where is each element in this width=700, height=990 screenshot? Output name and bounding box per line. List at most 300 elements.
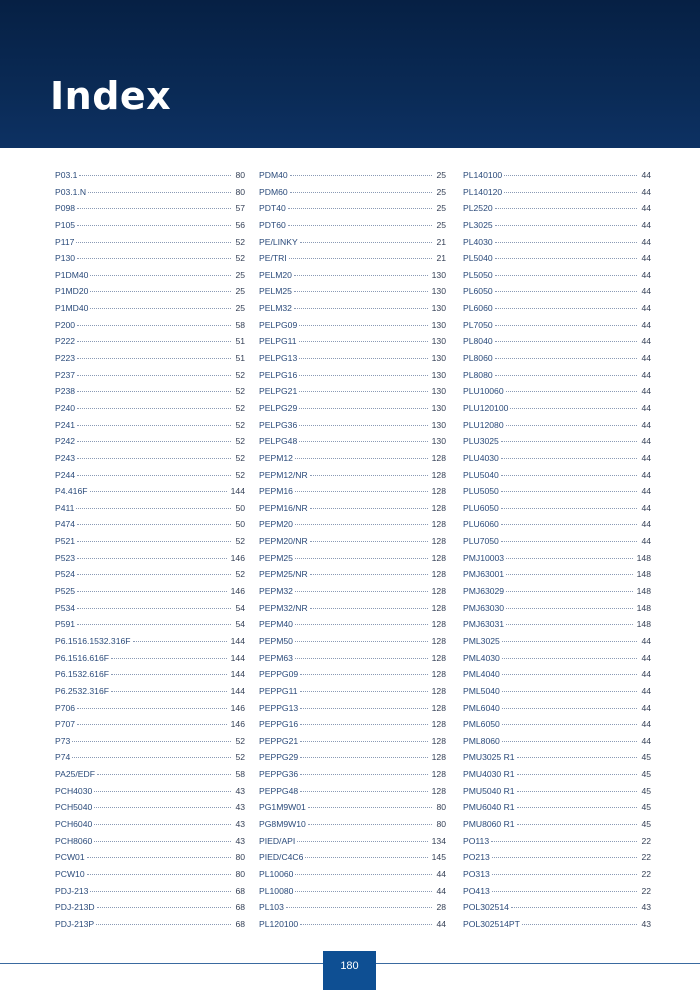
index-entry-page: 22 — [641, 852, 651, 863]
index-entry-code: PML8060 — [463, 735, 500, 746]
dot-leader — [502, 724, 638, 725]
dot-leader — [502, 708, 638, 709]
dot-leader — [300, 791, 427, 792]
dot-leader — [501, 475, 638, 476]
index-entry-page: 144 — [230, 652, 245, 663]
index-entry — [259, 483, 446, 500]
index-entry — [55, 184, 245, 201]
index-entry-page: 43 — [641, 918, 651, 929]
index-entry-code: P474 — [55, 519, 76, 530]
index-entry — [463, 883, 651, 900]
index-entry-page: 80 — [436, 818, 446, 829]
dot-leader — [87, 874, 232, 875]
index-entry-code: PL6060 — [463, 303, 493, 314]
index-entry-code: P243 — [55, 452, 76, 463]
index-entry-page: 128 — [431, 536, 446, 547]
index-entry-page: 44 — [436, 885, 446, 896]
dot-leader — [300, 242, 433, 243]
index-entry — [463, 766, 651, 783]
index-entry-page: 128 — [431, 469, 446, 480]
index-entry — [259, 916, 446, 933]
index-entry-code: PDT40 — [259, 203, 286, 214]
index-entry — [463, 367, 651, 384]
dot-leader — [300, 774, 427, 775]
index-entry — [55, 766, 245, 783]
index-entry-page: 51 — [235, 353, 245, 364]
index-entry — [259, 866, 446, 883]
index-entry-code: PELPG29 — [259, 402, 298, 413]
dot-leader — [495, 358, 638, 359]
index-entry — [463, 400, 651, 417]
index-entry-code: PMJ63031 — [463, 619, 505, 630]
index-entry-code: PELPG36 — [259, 419, 298, 430]
index-entry-code: P4.416F — [55, 486, 88, 497]
dot-leader — [299, 325, 427, 326]
index-entry — [259, 267, 446, 284]
dot-leader — [495, 242, 638, 243]
index-entry-code: P706 — [55, 702, 76, 713]
index-entry-code: PMJ63001 — [463, 569, 505, 580]
index-entry — [259, 716, 446, 733]
index-entry-page: 128 — [431, 702, 446, 713]
dot-leader — [111, 691, 227, 692]
dot-leader — [300, 674, 427, 675]
dot-leader — [517, 807, 638, 808]
index-entry-page: 128 — [431, 635, 446, 646]
dot-leader — [504, 192, 637, 193]
index-entry — [463, 317, 651, 334]
index-entry — [55, 533, 245, 550]
index-entry — [463, 184, 651, 201]
index-entry-page: 44 — [641, 635, 651, 646]
index-entry — [259, 317, 446, 334]
dot-leader — [77, 425, 231, 426]
dot-leader — [295, 641, 428, 642]
index-entry — [463, 849, 651, 866]
index-entry-code: PO113 — [463, 835, 490, 846]
page-number: 180 — [340, 960, 359, 972]
index-entry-code: PMU6040 R1 — [463, 802, 515, 813]
index-entry-page: 128 — [431, 652, 446, 663]
dot-leader — [506, 391, 638, 392]
index-entry — [463, 234, 651, 251]
dot-leader — [310, 608, 428, 609]
index-entry-page: 44 — [641, 319, 651, 330]
dot-leader — [77, 341, 231, 342]
index-entry — [463, 833, 651, 850]
index-entry-page: 52 — [235, 386, 245, 397]
index-entry — [259, 749, 446, 766]
dot-leader — [94, 807, 231, 808]
index-entry-code: PCW01 — [55, 852, 85, 863]
index-entry-code: PL4030 — [463, 236, 493, 247]
index-entry-code: PL120100 — [259, 918, 299, 929]
dot-leader — [522, 924, 638, 925]
index-entry-page: 146 — [230, 552, 245, 563]
index-entry — [259, 683, 446, 700]
header-banner — [0, 0, 700, 148]
index-entry-page: 44 — [641, 486, 651, 497]
dot-leader — [77, 624, 231, 625]
index-entry — [463, 417, 651, 434]
index-entry-page: 21 — [436, 253, 446, 264]
index-entry — [55, 200, 245, 217]
index-entry — [55, 600, 245, 617]
index-entry-page: 68 — [235, 885, 245, 896]
index-entry-code: PMJ10003 — [463, 552, 505, 563]
index-entry — [463, 700, 651, 717]
index-entry — [259, 400, 446, 417]
dot-leader — [501, 541, 638, 542]
index-entry-code: PIED/C4C6 — [259, 852, 304, 863]
index-entry-page: 130 — [431, 386, 446, 397]
index-entry-page: 44 — [641, 685, 651, 696]
index-entry-code: PL5040 — [463, 253, 493, 264]
index-entry-code: PMU5040 R1 — [463, 785, 515, 796]
dot-leader — [517, 824, 638, 825]
index-entry-code: PCH6040 — [55, 818, 93, 829]
dot-leader — [288, 208, 433, 209]
index-entry — [463, 683, 651, 700]
index-entry-code: PMU4030 R1 — [463, 769, 515, 780]
index-entry — [259, 566, 446, 583]
index-entry — [55, 433, 245, 450]
index-entry-code: PL8060 — [463, 353, 493, 364]
index-entry — [55, 383, 245, 400]
index-entry — [259, 184, 446, 201]
dot-leader — [517, 757, 638, 758]
dot-leader — [300, 691, 428, 692]
index-entry-code: P6.2532.316F — [55, 685, 109, 696]
index-entry-code: PL140100 — [463, 170, 503, 180]
dot-leader — [506, 608, 633, 609]
index-entry-page: 80 — [235, 170, 245, 180]
dot-leader — [295, 591, 428, 592]
index-entry-code: PL10060 — [259, 868, 294, 879]
index-entry-code: PO413 — [463, 885, 490, 896]
index-entry-page: 44 — [641, 186, 651, 197]
index-entry-page: 44 — [641, 170, 651, 180]
index-entry-code: P6.1516.616F — [55, 652, 109, 663]
index-entry-page: 44 — [641, 469, 651, 480]
dot-leader — [502, 658, 638, 659]
index-entry-code: PLU6050 — [463, 502, 499, 513]
index-entry — [259, 467, 446, 484]
index-entry-page: 44 — [641, 652, 651, 663]
index-entry — [55, 283, 245, 300]
dot-leader — [295, 874, 432, 875]
index-entry — [55, 400, 245, 417]
dot-leader — [300, 724, 427, 725]
index-entry-code: PCW10 — [55, 868, 85, 879]
index-entry-page: 25 — [436, 219, 446, 230]
index-entry-code: P73 — [55, 735, 71, 746]
index-entry-code: P105 — [55, 219, 76, 230]
index-entry — [259, 883, 446, 900]
index-entry-code: PDJ-213D — [55, 902, 95, 913]
dot-leader — [495, 208, 638, 209]
index-entry-page: 44 — [641, 386, 651, 397]
index-entry-code: PEPM16/NR — [259, 502, 308, 513]
index-entry-code: P707 — [55, 719, 76, 730]
index-entry — [55, 417, 245, 434]
index-entry — [463, 483, 651, 500]
index-entry-page: 44 — [641, 269, 651, 280]
index-entry-code: PELM20 — [259, 269, 292, 280]
index-entry — [259, 816, 446, 833]
index-entry — [55, 866, 245, 883]
index-entry — [259, 167, 446, 184]
index-entry — [259, 217, 446, 234]
dot-leader — [295, 491, 428, 492]
dot-leader — [294, 291, 428, 292]
dot-leader — [308, 807, 433, 808]
dot-leader — [492, 857, 638, 858]
index-entry — [259, 450, 446, 467]
index-entry — [463, 550, 651, 567]
dot-leader — [77, 225, 231, 226]
dot-leader — [77, 558, 227, 559]
index-entry-page: 44 — [641, 452, 651, 463]
index-entry-code: PMU8060 R1 — [463, 818, 515, 829]
dot-leader — [495, 275, 638, 276]
index-entry-code: PG8M9W10 — [259, 818, 306, 829]
dot-leader — [79, 175, 231, 176]
index-entry — [55, 833, 245, 850]
index-entry-code: PML3025 — [463, 635, 500, 646]
index-entry-code: PLU4030 — [463, 452, 499, 463]
index-entry-page: 80 — [235, 852, 245, 863]
dot-leader — [305, 857, 427, 858]
index-entry — [55, 616, 245, 633]
index-entry-code: PEPPG13 — [259, 702, 299, 713]
dot-leader — [77, 724, 227, 725]
index-entry-code: PMJ63029 — [463, 586, 505, 597]
dot-leader — [77, 524, 231, 525]
index-entry-page: 25 — [235, 286, 245, 297]
dot-leader — [299, 408, 427, 409]
dot-leader — [76, 508, 231, 509]
index-entry — [259, 350, 446, 367]
dot-leader — [294, 308, 428, 309]
index-entry-code: PLU12080 — [463, 419, 504, 430]
dot-leader — [77, 391, 231, 392]
index-entry-code: PLU5040 — [463, 469, 499, 480]
index-entry — [463, 350, 651, 367]
index-entry — [259, 849, 446, 866]
index-entry-page: 130 — [431, 303, 446, 314]
index-entry-page: 43 — [235, 802, 245, 813]
index-entry-page: 128 — [431, 569, 446, 580]
index-entry — [259, 500, 446, 517]
index-entry-code: PELPG11 — [259, 336, 297, 347]
index-entry-page: 25 — [235, 269, 245, 280]
index-entry — [259, 700, 446, 717]
index-entry-page: 45 — [641, 818, 651, 829]
dot-leader — [501, 508, 638, 509]
index-entry-code: PCH4030 — [55, 785, 93, 796]
index-entry — [55, 716, 245, 733]
dot-leader — [299, 391, 427, 392]
index-entry — [463, 333, 651, 350]
index-entry-page: 128 — [431, 502, 446, 513]
index-entry — [259, 200, 446, 217]
index-entry — [259, 583, 446, 600]
index-entry — [463, 583, 651, 600]
index-entry-page: 128 — [431, 685, 446, 696]
index-entry-code: PEPM20/NR — [259, 536, 308, 547]
index-entry — [463, 300, 651, 317]
index-entry-page: 130 — [431, 319, 446, 330]
index-entry-page: 44 — [641, 536, 651, 547]
index-entry-page: 128 — [431, 669, 446, 680]
index-entry-code: PEPPG09 — [259, 669, 299, 680]
index-entry — [55, 333, 245, 350]
index-entry-code: PCH8060 — [55, 835, 93, 846]
index-entry-code: PEPM16 — [259, 486, 293, 497]
index-entry — [55, 783, 245, 800]
index-entry-page: 56 — [235, 219, 245, 230]
index-entry-code: PL5050 — [463, 269, 493, 280]
index-entry-code: PL103 — [259, 902, 284, 913]
index-entry — [259, 616, 446, 633]
index-entry-code: PEPPG11 — [259, 685, 298, 696]
index-entry-page: 44 — [641, 253, 651, 264]
index-entry-page: 52 — [235, 402, 245, 413]
index-entry — [463, 383, 651, 400]
dot-leader — [77, 708, 227, 709]
index-entry-page: 44 — [641, 702, 651, 713]
index-entry — [259, 300, 446, 317]
index-entry — [55, 450, 245, 467]
index-entry-page: 148 — [636, 552, 651, 563]
index-entry-page: 44 — [641, 203, 651, 214]
index-entry-page: 44 — [641, 735, 651, 746]
index-entry-code: PG1M9W01 — [259, 802, 306, 813]
dot-leader — [72, 757, 231, 758]
index-entry-page: 144 — [230, 486, 245, 497]
index-entry — [55, 733, 245, 750]
dot-leader — [290, 175, 433, 176]
index-entry — [259, 650, 446, 667]
index-entry — [463, 616, 651, 633]
index-entry-code: PL3025 — [463, 219, 493, 230]
index-entry-code: P244 — [55, 469, 76, 480]
index-entry-page: 52 — [235, 735, 245, 746]
dot-leader — [297, 841, 427, 842]
index-entry — [463, 716, 651, 733]
index-entry-code: P238 — [55, 386, 76, 397]
index-entry-page: 52 — [235, 236, 245, 247]
dot-leader — [77, 541, 231, 542]
index-entry — [259, 550, 446, 567]
index-entry — [55, 650, 245, 667]
index-entry-page: 144 — [230, 669, 245, 680]
dot-leader — [299, 425, 427, 426]
index-entry-page: 52 — [235, 253, 245, 264]
index-entry-page: 45 — [641, 785, 651, 796]
index-entry — [463, 200, 651, 217]
dot-leader — [510, 408, 637, 409]
index-entry-code: PEPPG36 — [259, 769, 299, 780]
dot-leader — [77, 608, 231, 609]
index-entry-code: PML6050 — [463, 719, 500, 730]
index-entry-page: 128 — [431, 519, 446, 530]
dot-leader — [504, 175, 637, 176]
index-entry — [463, 467, 651, 484]
dot-leader — [310, 574, 428, 575]
dot-leader — [77, 358, 231, 359]
index-entry-page: 128 — [431, 602, 446, 613]
index-entry — [259, 516, 446, 533]
index-entry — [463, 916, 651, 933]
dot-leader — [501, 458, 638, 459]
dot-leader — [290, 192, 433, 193]
dot-leader — [295, 524, 428, 525]
dot-leader — [295, 624, 428, 625]
dot-leader — [294, 275, 428, 276]
index-entry-code: PA25/EDF — [55, 769, 95, 780]
index-entry-page: 130 — [431, 269, 446, 280]
index-entry — [259, 433, 446, 450]
index-column-3 — [463, 167, 651, 932]
index-entry — [259, 783, 446, 800]
index-entry — [55, 267, 245, 284]
index-entry-code: PELPG48 — [259, 436, 298, 447]
index-entry — [259, 533, 446, 550]
dot-leader — [502, 641, 638, 642]
index-entry-code: PML4040 — [463, 669, 500, 680]
index-entry-page: 43 — [641, 902, 651, 913]
dot-leader — [308, 824, 433, 825]
index-entry-page: 146 — [230, 702, 245, 713]
index-entry-page: 45 — [641, 752, 651, 763]
dot-leader — [506, 591, 633, 592]
index-entry — [259, 666, 446, 683]
index-entry — [55, 633, 245, 650]
index-entry — [259, 234, 446, 251]
index-entry-code: PML6040 — [463, 702, 500, 713]
index-entry-page: 50 — [235, 502, 245, 513]
index-entry-code: PLU3025 — [463, 436, 499, 447]
index-entry — [55, 250, 245, 267]
index-entry — [463, 533, 651, 550]
index-entry — [55, 234, 245, 251]
index-entry-code: P241 — [55, 419, 76, 430]
index-entry-page: 58 — [235, 319, 245, 330]
index-entry — [463, 866, 651, 883]
index-entry-page: 44 — [641, 519, 651, 530]
index-entry-code: PEPM25/NR — [259, 569, 308, 580]
index-entry — [259, 833, 446, 850]
index-entry — [463, 217, 651, 234]
index-entry-page: 43 — [235, 835, 245, 846]
index-entry-code: PDM60 — [259, 186, 288, 197]
index-entry-code: P1MD40 — [55, 303, 89, 314]
dot-leader — [495, 325, 638, 326]
index-entry — [55, 566, 245, 583]
index-entry — [463, 167, 651, 184]
dot-leader — [310, 508, 428, 509]
index-entry-page: 45 — [641, 802, 651, 813]
index-entry-page: 68 — [235, 902, 245, 913]
index-entry-code: PLU6060 — [463, 519, 499, 530]
index-entry-page: 44 — [641, 669, 651, 680]
index-entry-code: P223 — [55, 353, 76, 364]
index-entry-page: 28 — [436, 902, 446, 913]
index-entry — [259, 766, 446, 783]
index-entry — [55, 700, 245, 717]
